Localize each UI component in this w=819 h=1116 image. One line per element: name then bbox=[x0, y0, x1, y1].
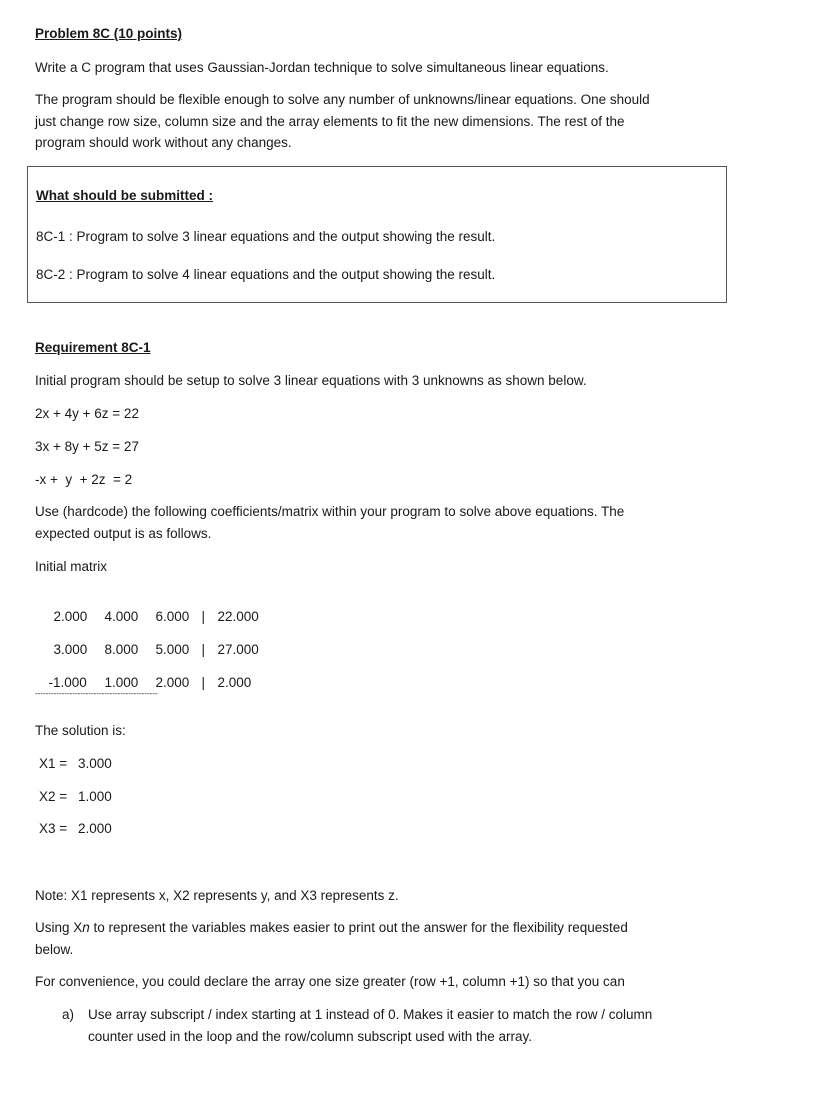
problem-flex-line-1: The program should be flexible enough to solve any number of unknowns/linear equations. One should bbox=[35, 92, 650, 107]
problem-flex-line-2: just change row size, column size and the array elements to fit the new dimensions. The rest of the bbox=[35, 114, 625, 129]
using-line-2: below. bbox=[35, 942, 74, 957]
matrix-cell: 6.000 bbox=[155, 609, 190, 624]
requirement-intro: Initial program should be setup to solve 3 linear equations with 3 unknowns as shown below. bbox=[35, 373, 587, 388]
problem-flex-line-3: program should work without any changes. bbox=[35, 135, 292, 150]
submission-box bbox=[27, 166, 727, 303]
submission-item-2: 8C-2 : Program to solve 4 linear equations and the output showing the result. bbox=[36, 267, 496, 282]
matrix-cell: 2.000 bbox=[155, 675, 190, 690]
matrix-cell: 5.000 bbox=[155, 642, 190, 657]
equation-1: 2x + 4y + 6z = 22 bbox=[35, 406, 139, 421]
solution-var: X3 = bbox=[39, 821, 68, 836]
submission-heading: What should be submitted : bbox=[36, 188, 213, 203]
matrix-row bbox=[46, 623, 259, 659]
matrix-cell: 8.000 bbox=[104, 642, 139, 657]
solution-value: 2.000 bbox=[78, 821, 112, 836]
convenience-line: For convenience, you could declare the array one size greater (row +1, column +1) so that you can bbox=[35, 974, 625, 989]
separator-dashes: ---------------------------------------------- bbox=[35, 689, 158, 698]
using-suffix: to represent the variables makes easier to print out the answer for the flexibility requested bbox=[89, 920, 628, 935]
requirement-use-line-2: expected output is as follows. bbox=[35, 526, 212, 541]
solution-value: 1.000 bbox=[78, 789, 112, 804]
solution-row bbox=[39, 788, 112, 806]
solution-value: 3.000 bbox=[78, 756, 112, 771]
note-line: Note: X1 represents x, X2 represents y, and X3 represents z. bbox=[35, 888, 399, 903]
matrix-cell: 27.000 bbox=[217, 642, 259, 657]
using-subscript-n: n bbox=[82, 920, 90, 935]
equation-2: 3x + 8y + 5z = 27 bbox=[35, 439, 139, 454]
matrix-cell: -1.000 bbox=[48, 675, 87, 690]
solution-var: X2 = bbox=[39, 789, 68, 804]
matrix-divider: | bbox=[201, 675, 206, 690]
solution-label: The solution is: bbox=[35, 723, 126, 738]
matrix-row bbox=[46, 590, 259, 626]
matrix-row bbox=[41, 656, 251, 692]
matrix-cell: 2.000 bbox=[217, 675, 252, 690]
list-item-line-2: counter used in the loop and the row/column subscript used with the array. bbox=[88, 1029, 532, 1044]
matrix-cell: 1.000 bbox=[104, 675, 139, 690]
using-line-1 bbox=[35, 919, 628, 937]
solution-row bbox=[39, 755, 112, 773]
equation-3: -x + y + 2z = 2 bbox=[35, 472, 133, 487]
matrix-label: Initial matrix bbox=[35, 559, 108, 574]
matrix-cell: 3.000 bbox=[53, 642, 88, 657]
matrix-divider: | bbox=[201, 609, 206, 624]
list-item-line-1: Use array subscript / index starting at 1 instead of 0. Makes it easier to match the row / column bbox=[88, 1007, 653, 1022]
solution-row bbox=[39, 820, 112, 838]
list-marker-a: a) bbox=[62, 1007, 75, 1022]
matrix-cell: 4.000 bbox=[104, 609, 139, 624]
submission-item-1: 8C-1 : Program to solve 3 linear equations and the output showing the result. bbox=[36, 229, 496, 244]
requirement-use-line-1: Use (hardcode) the following coefficients/matrix within your program to solve above equations. The bbox=[35, 504, 625, 519]
solution-var: X1 = bbox=[39, 756, 68, 771]
matrix-cell: 2.000 bbox=[53, 609, 88, 624]
matrix-divider: | bbox=[201, 642, 206, 657]
problem-heading: Problem 8C (10 points) bbox=[35, 26, 183, 41]
matrix-cell: 22.000 bbox=[217, 609, 259, 624]
using-prefix: Using X bbox=[35, 920, 83, 935]
requirement-heading: Requirement 8C-1 bbox=[35, 340, 151, 355]
problem-intro: Write a C program that uses Gaussian-Jordan technique to solve simultaneous linear equations. bbox=[35, 60, 609, 75]
